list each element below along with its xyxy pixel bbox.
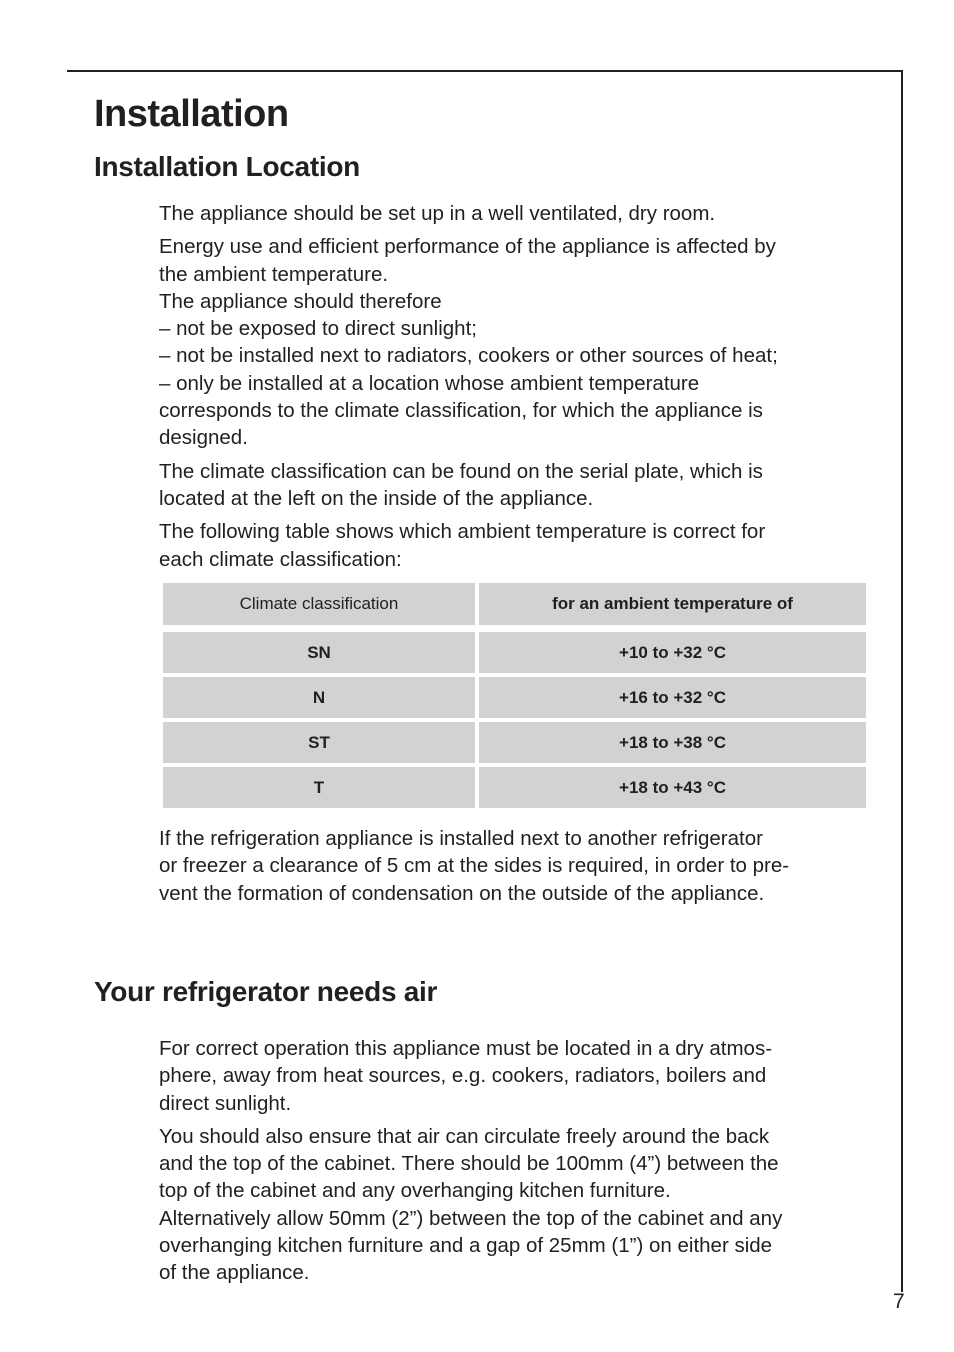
installation-location-text	[159, 200, 871, 579]
text-line: top of the cabinet and any overhanging kitchen furniture.	[159, 1179, 671, 1203]
table-cell-class: T	[163, 767, 475, 808]
paragraph: The appliance should be set up in a well ventilated, dry room.	[159, 202, 716, 225]
page-title: Installation	[94, 93, 289, 135]
text-line: vent the formation of condensation on the outside of the appliance.	[159, 881, 765, 905]
top-rule	[67, 70, 902, 72]
text-line: or freezer a clearance of 5 cm at the sides is required, in order to pre-	[159, 854, 790, 878]
text-line: the ambient temperature.	[159, 262, 389, 286]
text-line: phere, away from heat sources, e.g. cookers, radiators, boilers and	[159, 1064, 767, 1088]
text-line: Energy use and efficient performance of the appliance is affected by	[159, 235, 776, 259]
list-item: – only be installed at a location whose ambient temperature	[159, 371, 700, 395]
text-line: and the top of the cabinet. There should be 100mm (4”) between the	[159, 1152, 779, 1176]
text-line: overhanging kitchen furniture and a gap of 25mm (1”) on either side	[159, 1234, 773, 1258]
refrigerator-needs-air-text	[159, 1035, 871, 1293]
table-header-row	[163, 583, 866, 625]
text-line: Alternatively allow 50mm (2”) between the top of the cabinet and any	[159, 1206, 783, 1230]
table-row	[163, 767, 866, 808]
paragraph	[159, 233, 871, 451]
table-cell-class: N	[163, 677, 475, 718]
column-header-climate-classification: Climate classification	[163, 583, 475, 625]
table-row	[163, 632, 866, 673]
text-line: located at the left on the inside of the appliance.	[159, 486, 594, 510]
text-line: The climate classification can be found on the serial plate, which is	[159, 459, 763, 483]
paragraph	[159, 518, 871, 573]
right-rule	[901, 70, 903, 1292]
table-cell-temperature: +10 to +32 °C	[479, 632, 866, 673]
section-heading-installation-location: Installation Location	[94, 151, 360, 182]
text-line: If the refrigeration appliance is installed next to another refrigerator	[159, 827, 763, 850]
column-header-ambient-temperature: for an ambient temperature of	[479, 583, 866, 625]
text-line: corresponds to the climate classification, for which the appliance is	[159, 399, 763, 423]
text-line: designed.	[159, 426, 248, 450]
text-line: of the appliance.	[159, 1261, 310, 1285]
paragraph	[159, 1035, 871, 1117]
text-line: The following table shows which ambient temperature is correct for	[159, 520, 766, 544]
table-row	[163, 677, 866, 718]
list-item: – not be installed next to radiators, cookers or other sources of heat;	[159, 344, 778, 368]
text-line: For correct operation this appliance must be located in a dry atmos-	[159, 1037, 773, 1060]
text-line: The appliance should therefore	[159, 289, 442, 313]
table-cell-class: SN	[163, 632, 475, 673]
paragraph	[159, 825, 871, 907]
page-number: 7	[893, 1290, 905, 1313]
table-cell-temperature: +18 to +43 °C	[479, 767, 866, 808]
table-cell-class: ST	[163, 722, 475, 763]
text-line: You should also ensure that air can circulate freely around the back	[159, 1124, 770, 1148]
section-heading-refrigerator-needs-air: Your refrigerator needs air	[94, 976, 438, 1007]
text-line: direct sunlight.	[159, 1091, 292, 1115]
list-item: – not be exposed to direct sunlight;	[159, 317, 477, 341]
paragraph	[159, 458, 871, 513]
table-row	[163, 722, 866, 763]
text-line: each climate classification:	[159, 547, 402, 571]
table-cell-temperature: +18 to +38 °C	[479, 722, 866, 763]
paragraph	[159, 1123, 871, 1287]
clearance-note	[159, 825, 871, 913]
climate-classification-table	[163, 583, 866, 812]
table-cell-temperature: +16 to +32 °C	[479, 677, 866, 718]
